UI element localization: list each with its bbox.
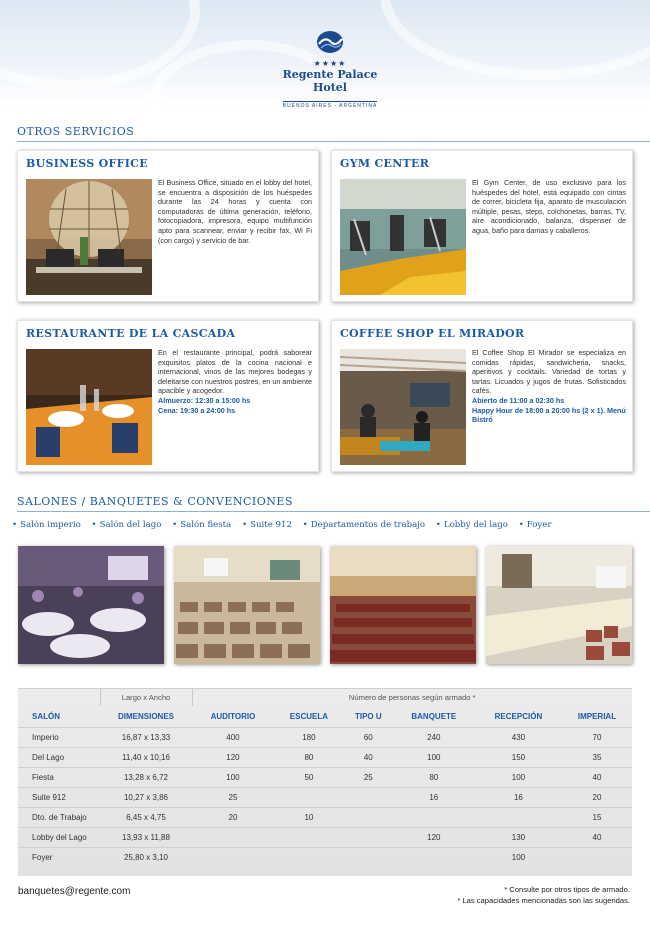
column-header: AUDITORIO (210, 711, 256, 721)
salon-list-item: • Salón del lago (91, 520, 162, 530)
capacity-table (18, 688, 632, 876)
column-header: TIPO U (354, 711, 382, 721)
table-row: Fiesta 13,28 x 6,72 100 50 25 80 100 40 (18, 768, 632, 788)
service-card-gym-center (331, 150, 633, 302)
card-title: BUSINESS OFFICE (26, 157, 148, 170)
salon-list-item: • Salón imperio (12, 520, 81, 530)
table-row: Lobby del Lago 13,93 x 11,88 120 130 40 (18, 828, 632, 848)
salon-list-item: • Suite 912 (242, 520, 292, 530)
restaurante-photo (26, 349, 152, 465)
card-title: GYM CENTER (340, 157, 430, 170)
table-row: Imperio 16,87 x 13,33 400 180 60 240 430 70 (18, 728, 632, 748)
salon-list-item: • Salón fiesta (172, 520, 232, 530)
gym-center-photo (340, 179, 466, 295)
coffee-shop-photo (340, 349, 466, 465)
column-header: SALÓN (32, 711, 60, 721)
salon-list-item: • Departamentos de trabajo (302, 520, 426, 530)
card-description-text: En el restaurante principal, podrá saborear exquisitos platos de la cocina nacional e internacional, vinos de las mejores bodegas y deleitarse con nuestros postres, en un ambiente apacible y acogedor. (158, 348, 312, 396)
card-title: COFFEE SHOP EL MIRADOR (340, 327, 525, 340)
people-superheader: Número de personas según armado * (192, 689, 632, 706)
table-super-header (18, 689, 632, 706)
card-description: El Business Office, situado en el lobby del hotel, se encuentra a disposición de los huéspedes durante las 24 horas y cuenta con computadoras de última generación, teléfono, fotocopiadora, impresora, equipo multifunción apto para scannear, enviar y recibir fax, Wi Fi (con cargo) y servicio de bar. (158, 178, 312, 245)
coffee-shop-hours: Abierto de 11:00 a 02:30 hs Happy Hour de 18:00 a 20:00 hs (2 x 1). Menú Bistró (472, 395, 626, 425)
section-title-otros-servicios: OTROS SERVICIOS (17, 125, 650, 142)
wave-emblem-icon (315, 30, 345, 54)
column-header: BANQUETE (411, 711, 457, 721)
table-row: Dto. de Trabajo 6,45 x 4,75 20 10 15 (18, 808, 632, 828)
salon-list-item: • Foyer (518, 520, 552, 530)
footnote: * Las capacidades mencionadas son las sugeridas. (457, 896, 630, 905)
card-title: RESTAURANTE DE LA CASCADA (26, 327, 236, 340)
contact-email[interactable]: banquetes@regente.com (18, 886, 131, 897)
column-header: DIMENSIONES (117, 711, 174, 721)
salon-list (12, 520, 648, 530)
table-row: Del Lago 11,40 x 10,16 120 80 40 100 150 35 (18, 748, 632, 768)
card-description (472, 348, 626, 425)
card-description: El Gym Center, de uso exclusivo para los huéspedes del hotel, está equipado con cintas de correr, bicicleta fija, aparato de musculación múltiple, pesas, steps, colchonetas, barras, TV, aire acondicionado, balanza, dispenser de agua, baño para damas y caballeros. (472, 178, 626, 235)
header-decoration (380, 0, 650, 80)
footnote: * Consulte por otros tipos de armado. (504, 885, 630, 894)
salon-boardroom-photo (486, 546, 632, 664)
salon-theater-photo (330, 546, 476, 664)
service-card-coffee-shop (331, 320, 633, 472)
salon-banquet-photo (18, 546, 164, 664)
column-header: IMPERIAL (577, 711, 617, 721)
hotel-stars: ★★★★ (313, 59, 347, 68)
table-row: Foyer 25,80 x 3,10 100 (18, 848, 632, 868)
header-banner (0, 0, 650, 108)
card-description (158, 348, 312, 415)
table-row: Suite 912 10,27 x 3,86 25 16 16 20 (18, 788, 632, 808)
service-card-business-office (17, 150, 319, 302)
salon-conference-photo (174, 546, 320, 664)
hotel-name: Regente Palace Hotel (282, 68, 378, 94)
restaurante-hours: Almuerzo: 12:30 a 15:00 hs Cena: 19:30 a 24:00 hs (158, 395, 251, 415)
business-office-photo (26, 179, 152, 295)
column-header: RECEPCIÓN (494, 711, 543, 721)
salon-list-item: • Lobby del lago (435, 520, 508, 530)
card-description-text: El Coffee Shop El Mirador se especializa en comidas rápidas, sandwicheria, snacks, aperitivos y cocktails. Variedad de tortas y tartas. Licuados y jugos de frutas. Sofisticados cafés. (472, 348, 626, 396)
column-header: ESCUELA (289, 711, 329, 721)
footnotes (457, 884, 630, 906)
section-title-salones: SALONES / BANQUETES & CONVENCIONES (17, 495, 650, 512)
table-header-row (18, 706, 632, 728)
service-card-restaurante (17, 320, 319, 472)
hotel-logo (270, 30, 390, 108)
dimensions-superheader: Largo x Ancho (100, 689, 192, 706)
hotel-location: BUENOS AIRES · ARGENTINA (282, 103, 378, 108)
